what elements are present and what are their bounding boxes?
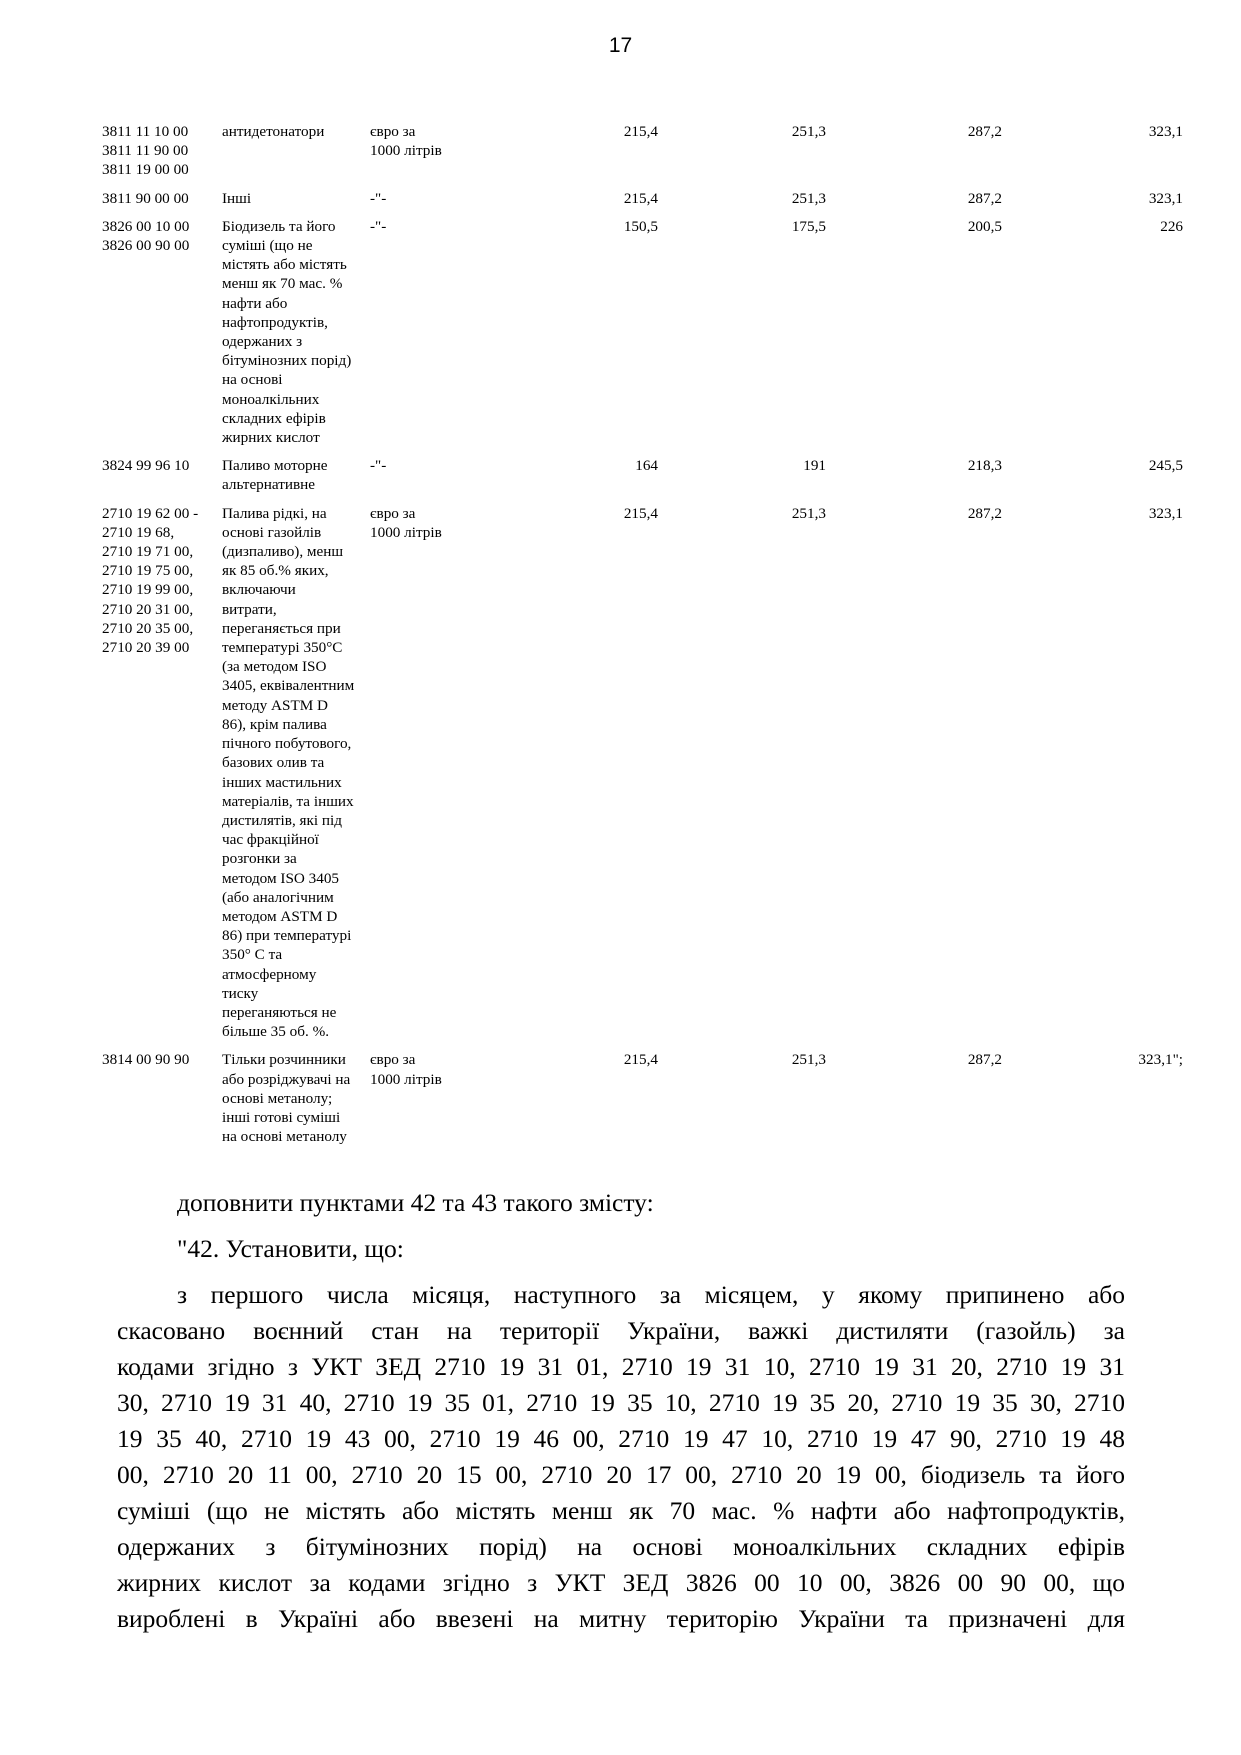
table-row — [102, 189, 1183, 217]
paragraph-line: одержаних з бітумінозних порід) на основі моноалкільних складних ефірів — [117, 1532, 1125, 1561]
ukt-zed-code-cell: 3811 11 10 00 3811 11 90 00 3811 19 00 00 — [102, 123, 189, 179]
rate-value-cell-2: 251,3 — [791, 123, 826, 140]
unit-cell: євро за 1000 літрів — [370, 1051, 442, 1088]
paragraph-line: 19 35 40, 2710 19 43 00, 2710 19 46 00, 2710 19 47 10, 2710 19 47 90, 2710 19 48 — [117, 1424, 1125, 1453]
rate-value-cell-1: 215,4 — [623, 504, 658, 522]
rate-value-cell-2: 251,3 — [791, 189, 826, 207]
unit-cell: -"- — [370, 217, 387, 235]
rate-value-cell-3: 200,5 — [967, 217, 1002, 235]
paragraph-line: вироблені в Україні або ввезені на митну територію України та призначені для — [117, 1604, 1125, 1633]
product-description-cell: Паливо моторне альтернативне — [222, 457, 328, 494]
paragraph-line: з першого числа місяця, наступного за місяцем, у якому припинено або — [177, 1280, 1125, 1309]
rate-value-cell-1: 215,4 — [623, 123, 658, 140]
excise-rate-table — [102, 122, 1183, 1155]
rate-value-cell-3: 287,2 — [967, 123, 1002, 140]
rate-value-cell-4: 323,1"; — [1138, 1051, 1183, 1069]
rate-value-cell-3: 287,2 — [967, 504, 1002, 522]
intro-paragraph: доповнити пунктами 42 та 43 такого змісту: — [177, 1188, 654, 1217]
rate-value-cell-4: 323,1 — [1148, 189, 1183, 207]
product-description-cell: Тільки розчинники або розріджувачі на основі метанолу; інші готові суміші на основі метанолу — [222, 1051, 351, 1146]
rate-value-cell-4: 323,1 — [1148, 123, 1183, 140]
paragraph-line: 00, 2710 20 11 00, 2710 20 15 00, 2710 20 17 00, 2710 20 19 00, біодизель та його — [117, 1460, 1125, 1489]
page-number: 17 — [608, 34, 633, 57]
unit-cell: євро за 1000 літрів — [370, 123, 442, 160]
document-body — [117, 1185, 1125, 1637]
product-description-cell: Інші — [222, 189, 252, 207]
ukt-zed-code-cell: 2710 19 62 00 - 2710 19 68, 2710 19 71 00, 2710 19 75 00, 2710 19 99 00, 2710 20 31 00, 2710 20 35 00, 2710 20 39 00 — [102, 504, 199, 657]
ukt-zed-code-cell: 3814 00 90 90 — [102, 1051, 190, 1069]
rate-value-cell-2: 191 — [803, 457, 826, 475]
ukt-zed-code-cell: 3826 00 10 00 3826 00 90 00 — [102, 217, 190, 255]
rate-value-cell-3: 218,3 — [967, 457, 1002, 475]
rate-value-cell-2: 175,5 — [791, 217, 826, 235]
rate-value-cell-2: 251,3 — [791, 504, 826, 522]
paragraph-line: кодами згідно з УКТ ЗЕД 2710 19 31 01, 2710 19 31 10, 2710 19 31 20, 2710 19 31 — [117, 1352, 1125, 1381]
rate-value-cell-2: 251,3 — [791, 1051, 826, 1069]
main-paragraph — [117, 1277, 1125, 1637]
product-description-cell: Палива рідкі, на основі газойлів (дизпаливо), менш як 85 об.% яких, включаючи витрати, переганяється при температурі 350°С (за методом ISO 3405, еквівалентним методу ASTM D 86), крім палива пічного побутового, базових олив та інших мастильних матеріалів, та інших дистилятів, які під час фракційної розгонки за методом ISO 3405 (або аналогічним методом ASTM D 86) при температурі 350° С та атмосферному тиску переганяються не більше 35 об. %. — [222, 504, 355, 1041]
unit-cell: -"- — [370, 457, 387, 475]
rate-value-cell-4: 323,1 — [1148, 504, 1183, 522]
paragraph-line: суміші (що не містять або містять менш як 70 мас. % нафти або нафтопродуктів, — [117, 1496, 1125, 1525]
rate-value-cell-1: 164 — [635, 457, 658, 475]
table-row — [102, 504, 1183, 1051]
product-description-cell: антидетонатори — [222, 123, 325, 140]
paragraph-line: жирних кислот за кодами згідно з УКТ ЗЕД 3826 00 10 00, 3826 00 90 00, що — [117, 1568, 1125, 1597]
ukt-zed-code-cell: 3811 90 00 00 — [102, 189, 189, 207]
table-row — [102, 1050, 1183, 1155]
rate-value-cell-1: 215,4 — [623, 189, 658, 207]
rate-value-cell-4: 226 — [1160, 217, 1183, 235]
rate-value-cell-3: 287,2 — [967, 189, 1002, 207]
paragraph-line: 30, 2710 19 31 40, 2710 19 35 01, 2710 19 35 10, 2710 19 35 20, 2710 19 35 30, 2710 — [117, 1388, 1125, 1417]
paragraph-line: скасовано воєнний стан на території України, важкі дистиляти (газойль) за — [117, 1316, 1125, 1345]
rate-value-cell-1: 150,5 — [623, 217, 658, 235]
product-description-cell: Біодизель та його суміші (що не містять або містять менш як 70 мас. % нафти або нафтопродуктів, одержаних з бітумінозних порід) на основі моноалкільних складних ефірів жирних кислот — [222, 217, 352, 447]
unit-cell: євро за 1000 літрів — [370, 504, 442, 541]
rate-value-cell-4: 245,5 — [1148, 457, 1183, 475]
table-row — [102, 217, 1183, 456]
rate-value-cell-1: 215,4 — [623, 1051, 658, 1069]
unit-cell: -"- — [370, 189, 387, 207]
rate-value-cell-3: 287,2 — [967, 1051, 1002, 1069]
item-heading: "42. Установити, що: — [177, 1234, 404, 1263]
table-row — [102, 122, 1183, 189]
table-row — [102, 456, 1183, 503]
ukt-zed-code-cell: 3824 99 96 10 — [102, 457, 190, 475]
table-body — [102, 122, 1183, 1155]
